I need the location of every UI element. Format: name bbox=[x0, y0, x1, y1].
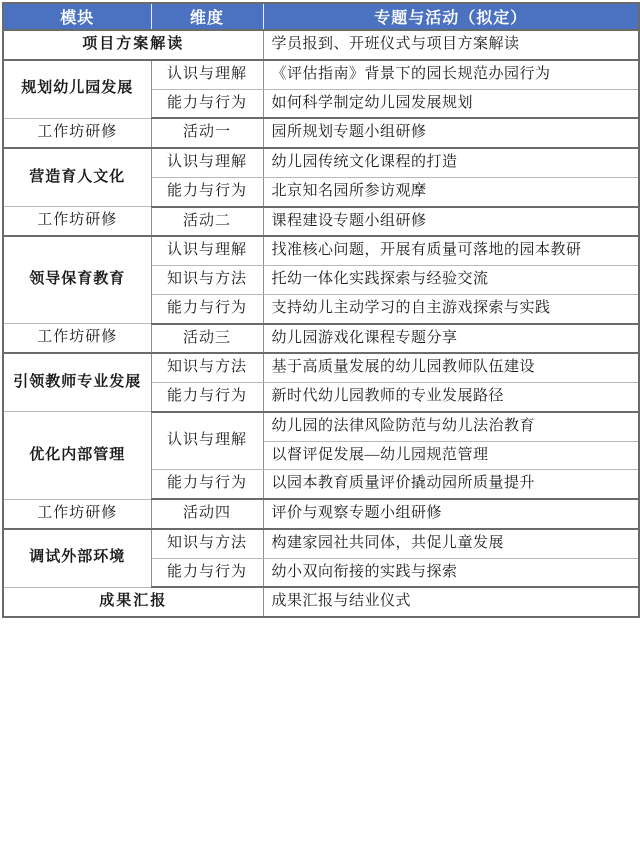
table-row bbox=[3, 236, 639, 265]
module-name-cell: 成果汇报 bbox=[3, 587, 263, 617]
module-name-cell: 工作坊研修 bbox=[3, 324, 151, 354]
table-body bbox=[3, 30, 639, 617]
module-name-cell: 工作坊研修 bbox=[3, 499, 151, 529]
topic-cell: 课程建设专题小组研修 bbox=[263, 207, 639, 237]
dimension-cell: 能力与行为 bbox=[151, 89, 263, 118]
dimension-cell: 知识与方法 bbox=[151, 266, 263, 295]
topic-cell: 以督评促发展—幼儿园规范管理 bbox=[263, 441, 639, 470]
table-row bbox=[3, 324, 639, 354]
dimension-cell: 活动三 bbox=[151, 324, 263, 354]
dimension-cell: 能力与行为 bbox=[151, 177, 263, 206]
table-row bbox=[3, 587, 639, 617]
topic-cell: 以园本教育质量评价撬动园所质量提升 bbox=[263, 470, 639, 499]
dimension-cell: 能力与行为 bbox=[151, 294, 263, 323]
topic-cell: 成果汇报与结业仪式 bbox=[271, 593, 412, 610]
header-row bbox=[3, 3, 639, 30]
dimension-cell: 知识与方法 bbox=[151, 529, 263, 558]
dimension-cell: 活动二 bbox=[151, 207, 263, 237]
topic-cell: 幼儿园的法律风险防范与幼儿法治教育 bbox=[263, 412, 639, 441]
table-row bbox=[3, 60, 639, 89]
table-row bbox=[3, 529, 639, 558]
topic-cell: 支持幼儿主动学习的自主游戏探索与实践 bbox=[263, 294, 639, 323]
topic-cell: 如何科学制定幼儿园发展规划 bbox=[263, 89, 639, 118]
topic-cell: 《评估指南》背景下的园长规范办园行为 bbox=[263, 60, 639, 89]
curriculum-table bbox=[2, 2, 640, 618]
topic-cell: 评价与观察专题小组研修 bbox=[263, 499, 639, 529]
topic-cell: 北京知名园所参访观摩 bbox=[263, 177, 639, 206]
dimension-cell: 活动四 bbox=[151, 499, 263, 529]
topic-cell: 基于高质量发展的幼儿园教师队伍建设 bbox=[263, 353, 639, 382]
table-row bbox=[3, 353, 639, 382]
dimension-cell: 认识与理解 bbox=[151, 412, 263, 470]
table-header bbox=[3, 3, 639, 30]
topic-cell: 构建家园社共同体，共促儿童发展 bbox=[263, 529, 639, 558]
dimension-cell: 能力与行为 bbox=[151, 383, 263, 412]
module-name-cell: 引领教师专业发展 bbox=[3, 353, 151, 412]
column-header-dimension: 维度 bbox=[151, 3, 263, 30]
module-name-cell: 工作坊研修 bbox=[3, 207, 151, 237]
table-row bbox=[3, 118, 639, 148]
topic-cell: 幼儿园传统文化课程的打造 bbox=[263, 148, 639, 177]
table-row bbox=[3, 148, 639, 177]
dimension-cell: 认识与理解 bbox=[151, 148, 263, 177]
table-row bbox=[3, 499, 639, 529]
dimension-cell: 认识与理解 bbox=[151, 236, 263, 265]
topic-cell: 托幼一体化实践探索与经验交流 bbox=[263, 266, 639, 295]
module-name-cell: 项目方案解读 bbox=[3, 30, 263, 60]
topic-cell: 幼小双向衔接的实践与探索 bbox=[263, 558, 639, 587]
module-name-cell: 优化内部管理 bbox=[3, 412, 151, 499]
module-name-cell: 调试外部环境 bbox=[3, 529, 151, 588]
topic-cell: 学员报到、开班仪式与项目方案解读 bbox=[263, 30, 639, 60]
dimension-cell: 认识与理解 bbox=[151, 60, 263, 89]
module-name-cell: 工作坊研修 bbox=[3, 118, 151, 148]
dimension-cell: 活动一 bbox=[151, 118, 263, 148]
topic-cell: 园所规划专题小组研修 bbox=[263, 118, 639, 148]
topic-cell: 幼儿园游戏化课程专题分享 bbox=[263, 324, 639, 354]
table-row bbox=[3, 30, 639, 60]
column-header-module: 模块 bbox=[3, 3, 151, 30]
table-row bbox=[3, 412, 639, 441]
module-name-cell: 规划幼儿园发展 bbox=[3, 60, 151, 119]
table-row bbox=[3, 207, 639, 237]
dimension-cell: 能力与行为 bbox=[151, 470, 263, 499]
topic-cell: 找准核心问题，开展有质量可落地的园本教研 bbox=[263, 236, 639, 265]
dimension-cell: 能力与行为 bbox=[151, 558, 263, 587]
column-header-topic: 专题与活动（拟定） bbox=[263, 3, 639, 30]
topic-cell: 新时代幼儿园教师的专业发展路径 bbox=[263, 383, 639, 412]
dimension-cell: 知识与方法 bbox=[151, 353, 263, 382]
module-name-cell: 领导保育教育 bbox=[3, 236, 151, 323]
module-name-cell: 营造育人文化 bbox=[3, 148, 151, 207]
